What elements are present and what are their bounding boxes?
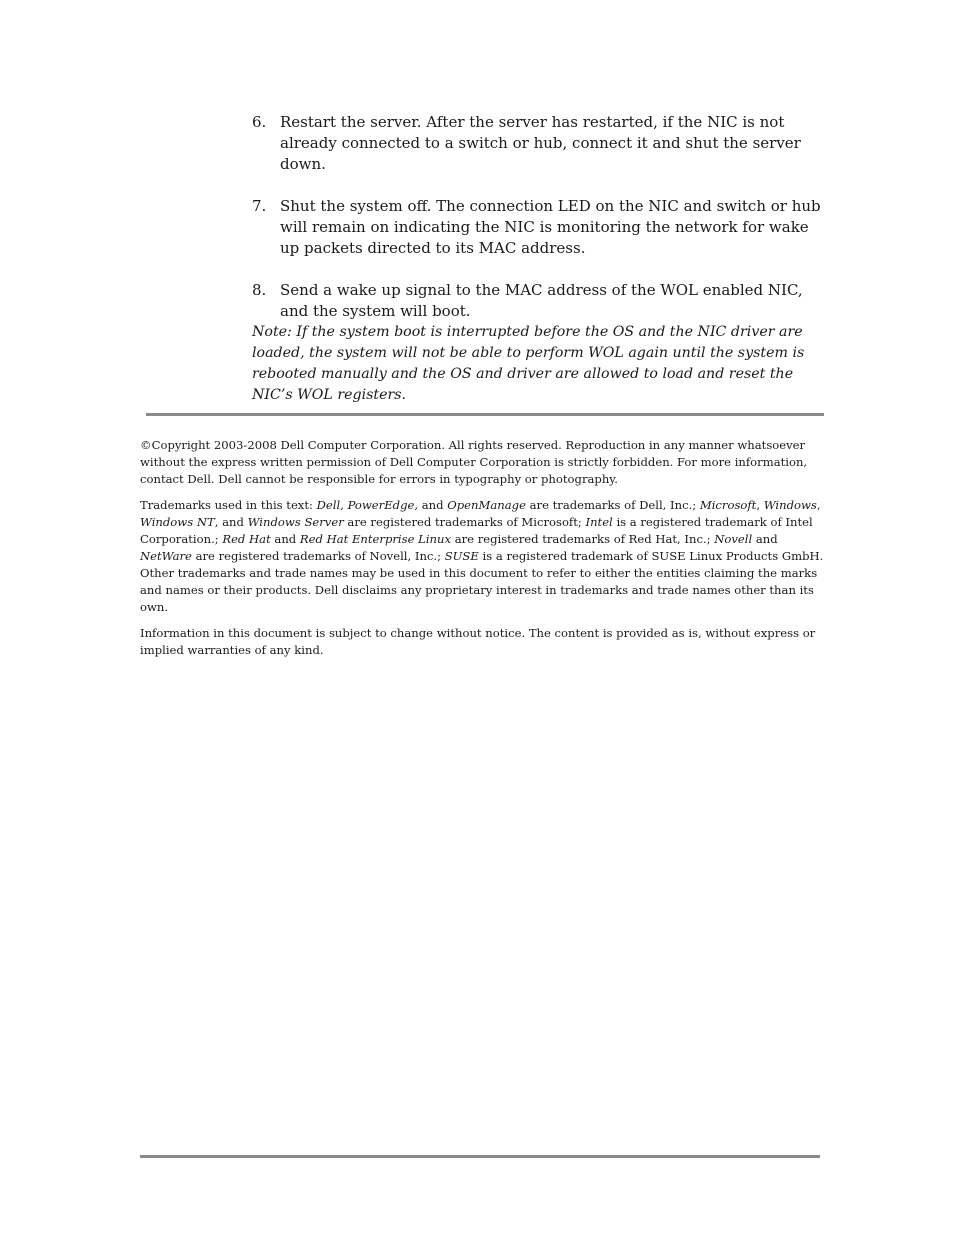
section-divider bbox=[146, 413, 824, 416]
tm-windows: Windows bbox=[763, 498, 817, 512]
tm-text: , bbox=[756, 498, 764, 512]
footer-divider bbox=[140, 1155, 820, 1158]
tm-text: is a registered trademark of SUSE Linux Products GmbH. Other trademarks and trade names may be used in this document to refer to either the entities claiming the marks and names or their products. Dell disclaims any proprietary interest in trademarks and trade names other than its own. bbox=[140, 549, 824, 614]
procedure-steps bbox=[252, 112, 832, 343]
tm-text: are registered trademarks of Red Hat, Inc.; bbox=[451, 532, 715, 546]
tm-novell: Novell bbox=[714, 532, 753, 546]
step-number: 8. bbox=[252, 281, 267, 299]
step-8 bbox=[252, 280, 832, 322]
tm-text: , bbox=[340, 498, 348, 512]
tm-windows-nt: Windows NT bbox=[140, 515, 215, 529]
tm-suse: SUSE bbox=[444, 549, 479, 563]
tm-dell: Dell bbox=[316, 498, 341, 512]
tm-rhel: Red Hat Enterprise Linux bbox=[299, 532, 452, 546]
trademarks-text bbox=[140, 497, 824, 616]
tm-red-hat: Red Hat bbox=[222, 532, 271, 546]
step-7 bbox=[252, 196, 832, 259]
step-6 bbox=[252, 112, 832, 175]
tm-text: , and bbox=[414, 498, 448, 512]
step-text: Shut the system off. The connection LED on the NIC and switch or hub will remain on indicating the NIC is monitoring the network for wake up packets directed to its MAC address. bbox=[280, 197, 821, 257]
step-number: 6. bbox=[252, 113, 267, 131]
step-number: 7. bbox=[252, 197, 267, 215]
wol-note: Note: If the system boot is interrupted before the OS and the NIC driver are loaded, the system will not be able to perform WOL again until the system is rebooted manually and the OS and driver are allowed to load and reset the NIC’s WOL registers. bbox=[252, 324, 805, 403]
tm-microsoft: Microsoft bbox=[699, 498, 757, 512]
tm-text: are trademarks of Dell, Inc.; bbox=[525, 498, 700, 512]
disclaimer-text: Information in this document is subject to change without notice. The content is provided as is, without express or implied warranties of any kind. bbox=[140, 626, 816, 657]
tm-text: and bbox=[752, 532, 778, 546]
tm-text: is a registered trademark of Intel Corporation.; bbox=[140, 515, 813, 546]
tm-text: and bbox=[270, 532, 300, 546]
tm-text: , bbox=[816, 498, 821, 512]
tm-text: are registered trademarks of Microsoft; bbox=[343, 515, 586, 529]
tm-text: , and bbox=[214, 515, 248, 529]
tm-netware: NetWare bbox=[140, 549, 192, 563]
tm-intel: Intel bbox=[585, 515, 613, 529]
copyright-text: ©Copyright 2003-2008 Dell Computer Corporation. All rights reserved. Reproduction in any manner whatsoever without the express written permission of Dell Computer Corporation is strictly forbidden. For more information, contact Dell. Dell cannot be responsible for errors in typography or photography. bbox=[140, 438, 808, 486]
tm-windows-server: Windows Server bbox=[247, 515, 344, 529]
tm-openmanage: OpenManage bbox=[447, 498, 526, 512]
step-text: Send a wake up signal to the MAC address of the WOL enabled NIC, and the system will boot. bbox=[280, 281, 803, 320]
tm-text: Trademarks used in this text: bbox=[140, 498, 317, 512]
legal-notice bbox=[140, 437, 824, 668]
tm-poweredge: PowerEdge bbox=[347, 498, 415, 512]
tm-text: are registered trademarks of Novell, Inc.; bbox=[191, 549, 445, 563]
step-text: Restart the server. After the server has restarted, if the NIC is not already connected to a switch or hub, connect it and shut the server down. bbox=[280, 113, 801, 173]
